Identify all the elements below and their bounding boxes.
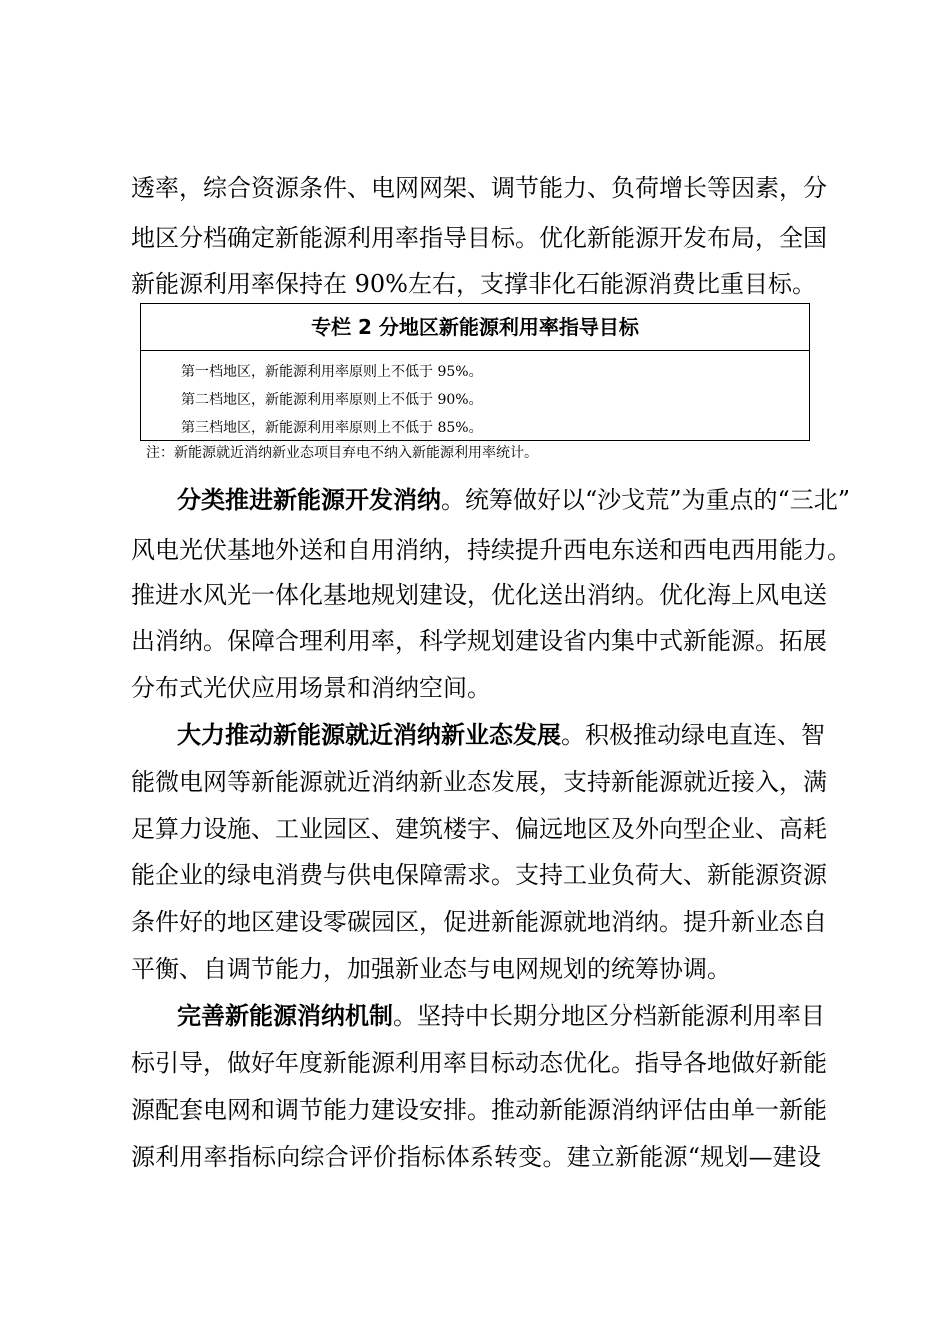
section-1-line-3: 推进水风光一体化基地规划建设，优化送出消纳。优化海上风电送 (131, 581, 827, 609)
section-3-line-2: 标引导，做好年度新能源利用率目标动态优化。指导各地做好新能 (131, 1049, 827, 1077)
column-note: 注：新能源就近消纳新业态项目弃电不纳入新能源利用率统计。 (146, 445, 538, 461)
column-title: 专栏 2 分地区新能源利用率指导目标 (141, 304, 809, 351)
section-2-first-line (177, 721, 825, 749)
section-1-line-2: 风电光伏基地外送和自用消纳，持续提升西电东送和西电西用能力。 (131, 536, 851, 564)
section-2-line-2: 能微电网等新能源就近消纳新业态发展，支持新能源就近接入，满 (131, 768, 827, 796)
section-1-first-line-text: 。统筹做好以“沙戈荒”为重点的“三北” (441, 486, 851, 514)
intro-line-2: 地区分档确定新能源利用率指导目标。优化新能源开发布局，全国 (131, 224, 827, 252)
section-1-first-line (177, 486, 851, 514)
column-item-tier-3: 第三档地区，新能源利用率原则上不低于 85%。 (181, 420, 483, 436)
column-item-tier-1: 第一档地区，新能源利用率原则上不低于 95%。 (181, 364, 483, 380)
intro-line-1: 透率，综合资源条件、电网网架、调节能力、负荷增长等因素，分 (131, 174, 827, 202)
section-3-heading: 完善新能源消纳机制 (177, 1002, 393, 1030)
section-3-line-4: 源利用率指标向综合评价指标体系转变。建立新能源“规划—建设 (131, 1143, 821, 1171)
column-item-tier-2: 第二档地区，新能源利用率原则上不低于 90%。 (181, 392, 483, 408)
section-1-line-4: 出消纳。保障合理利用率，科学规划建设省内集中式新能源。拓展 (131, 627, 827, 655)
section-2-heading: 大力推动新能源就近消纳新业态发展 (177, 721, 561, 749)
section-2-line-3: 足算力设施、工业园区、建筑楼宇、偏远地区及外向型企业、高耗 (131, 815, 827, 843)
column-box (140, 303, 810, 441)
section-2-line-6: 平衡、自调节能力，加强新业态与电网规划的统筹协调。 (131, 955, 731, 983)
section-3-line-3: 源配套电网和调节能力建设安排。推动新能源消纳评估由单一新能 (131, 1096, 827, 1124)
section-1-line-5: 分布式光伏应用场景和消纳空间。 (131, 674, 491, 702)
section-3-first-line-text: 。坚持中长期分地区分档新能源利用率目 (393, 1002, 825, 1030)
intro-line-3: 新能源利用率保持在 90%左右，支撑非化石能源消费比重目标。 (131, 270, 816, 298)
section-2-line-4: 能企业的绿电消费与供电保障需求。支持工业负荷大、新能源资源 (131, 861, 827, 889)
section-2-line-5: 条件好的地区建设零碳园区，促进新能源就地消纳。提升新业态自 (131, 908, 827, 936)
section-2-first-line-text: 。积极推动绿电直连、智 (561, 721, 825, 749)
section-1-heading: 分类推进新能源开发消纳 (177, 486, 441, 514)
section-3-first-line (177, 1002, 825, 1030)
